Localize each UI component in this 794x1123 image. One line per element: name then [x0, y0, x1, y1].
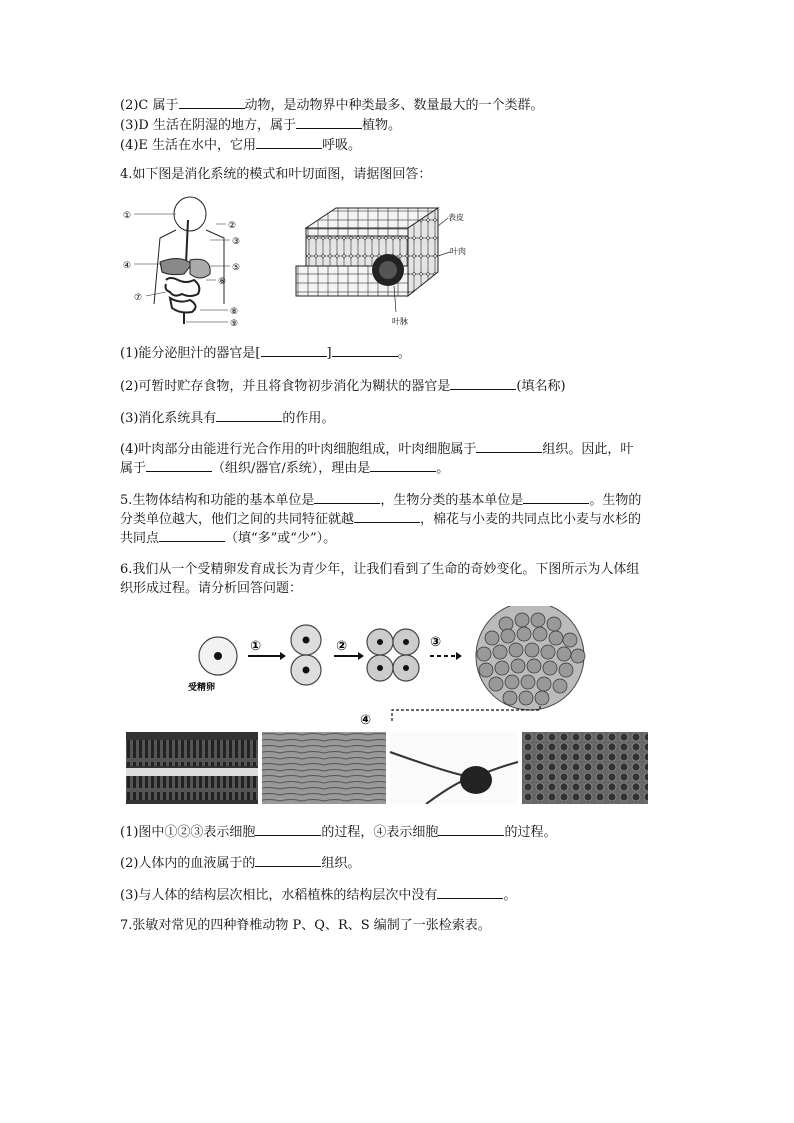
- q4-s1: (1)能分泌胆汁的器官是[ ] 。: [120, 346, 411, 361]
- head-outline: [174, 197, 206, 231]
- step-2: ②: [336, 639, 348, 654]
- tissue-photos: [126, 732, 648, 804]
- leaf-cross-section-figure: [288, 202, 478, 330]
- stomach: [190, 259, 210, 278]
- label-1: ①: [123, 211, 132, 221]
- label-6: ⑥: [218, 277, 227, 287]
- answer-blank[interactable]: [159, 529, 225, 542]
- q4-stem: 4.如下图是消化系统的模式和叶切面图，请据图回答：: [120, 167, 432, 182]
- answer-blank[interactable]: [255, 823, 321, 836]
- cell-division-figure: [180, 606, 600, 726]
- step-1: ①: [250, 639, 262, 654]
- q7-stem: 7.张敏对常见的四种脊椎动物 P、Q、R、S 编制了一张检索表。: [120, 918, 491, 933]
- q5-l3: 共同点 （填“多”或“少”）。: [120, 531, 337, 546]
- answer-blank[interactable]: [354, 510, 420, 523]
- q3-c: (2)C 属于 动物，是动物界中种类最多、数量最大的一个类群。: [120, 98, 544, 113]
- label-8: ⑧: [230, 307, 239, 317]
- q5-l1: 5.生物体结构和功能的基本单位是 ，生物分类的基本单位是 。生物的: [120, 493, 642, 508]
- step-3: ③: [430, 635, 442, 650]
- answer-blank[interactable]: [437, 886, 503, 899]
- answer-blank[interactable]: [476, 440, 542, 453]
- q5-l2: 分类单位越大，他们之间的共同特征就越 ，棉花与小麦的共同点比小麦与水杉的: [120, 512, 642, 527]
- nerve-tissue-photo: [390, 732, 518, 804]
- label-2: ②: [228, 221, 237, 231]
- answer-blank[interactable]: [370, 459, 436, 472]
- answer-blank[interactable]: [332, 344, 398, 357]
- answer-blank[interactable]: [438, 823, 504, 836]
- label-9: ⑨: [230, 319, 239, 329]
- epithelial-tissue-photo: [126, 732, 258, 804]
- label-mesophyll: 叶肉: [450, 247, 466, 256]
- intestine: [166, 278, 200, 313]
- q3-e: (4)E 生活在水中，它用 呼吸。: [120, 138, 362, 153]
- answer-blank[interactable]: [146, 459, 212, 472]
- q4-s4b: 属于 （组织/器官/系统），理由是 。: [120, 461, 450, 476]
- answer-blank[interactable]: [179, 96, 245, 109]
- answer-blank[interactable]: [450, 377, 516, 390]
- q3-d: (3)D 生活在阴湿的地方，属于 植物。: [120, 118, 401, 133]
- q6-s3: (3)与人体的结构层次相比，水稻植株的结构层次中没有 。: [120, 888, 517, 903]
- q6-s2: (2)人体内的血液属于的 组织。: [120, 856, 361, 871]
- label-5: ⑤: [232, 263, 241, 273]
- answer-blank[interactable]: [255, 854, 321, 867]
- label-3: ③: [232, 237, 241, 247]
- label-7: ⑦: [134, 293, 143, 303]
- answer-blank[interactable]: [523, 491, 589, 504]
- answer-blank[interactable]: [314, 491, 380, 504]
- q4-s3: (3)消化系统具有 的作用。: [120, 411, 335, 426]
- label-vein: 叶脉: [392, 317, 408, 326]
- answer-blank[interactable]: [256, 136, 322, 149]
- liver: [160, 258, 192, 274]
- q4-s4a: (4)叶肉部分由能进行光合作用的叶肉细胞组成，叶肉细胞属于 组织。因此，叶: [120, 442, 634, 457]
- digestive-system-figure: [120, 194, 248, 329]
- zygote-label: 受精卵: [188, 683, 216, 693]
- connective-tissue-photo: [522, 732, 648, 804]
- label-4: ④: [123, 261, 132, 271]
- answer-blank[interactable]: [216, 409, 282, 422]
- label-epidermis: 表皮: [448, 213, 464, 222]
- q6-l2: 织形成过程。请分析回答问题：: [120, 581, 303, 596]
- answer-blank[interactable]: [296, 116, 362, 129]
- step-4: ④: [360, 713, 372, 726]
- upper-epidermis: [306, 228, 408, 236]
- answer-blank[interactable]: [261, 344, 327, 357]
- q4-s2: (2)可暂时贮存食物，并且将食物初步消化为糊状的器官是 (填名称): [120, 379, 566, 394]
- q6-l1: 6.我们从一个受精卵发育成长为青少年，让我们看到了生命的奇妙变化。下图所示为人体组: [120, 562, 640, 577]
- q6-s1: (1)图中①②③表示细胞 的过程，④表示细胞 的过程。: [120, 825, 557, 840]
- muscle-tissue-photo: [262, 732, 386, 804]
- esophagus: [186, 220, 188, 264]
